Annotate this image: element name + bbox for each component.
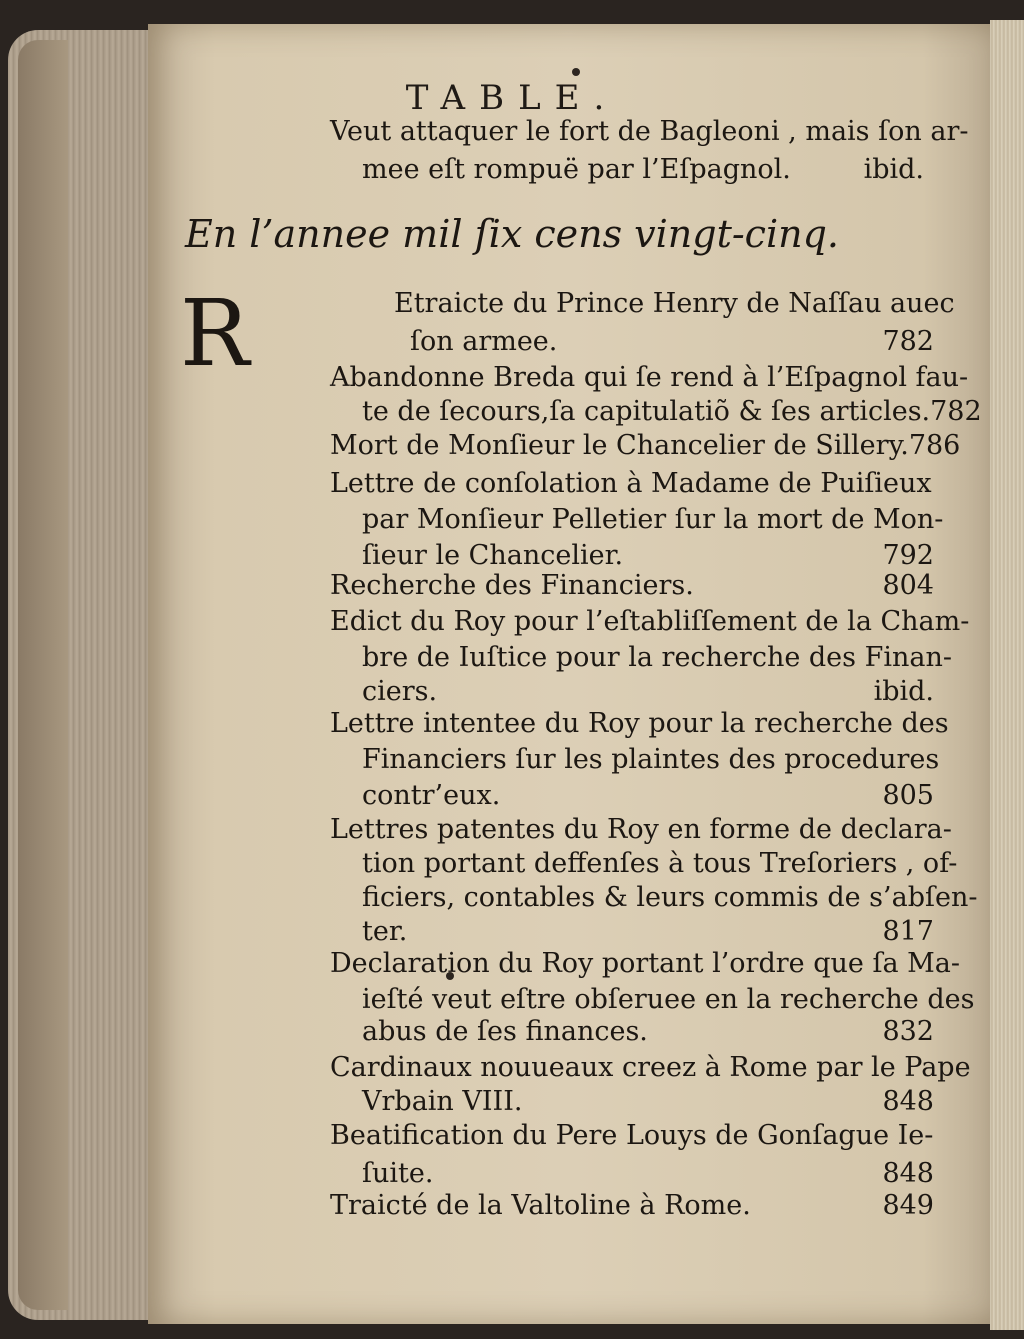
entry-text: Lettre de conſolation à Madame de Puiſieux xyxy=(330,468,932,499)
list-item xyxy=(362,742,954,778)
entry-page-number: 792 xyxy=(882,540,934,571)
entry-text: contr’eux. xyxy=(362,780,501,811)
entry-text: ſieur le Chancelier. xyxy=(362,540,624,571)
list-item xyxy=(330,604,970,640)
entry-text: Vrbain VIII. xyxy=(362,1086,523,1117)
entry-text: par Monſieur Pelletier ſur la mort de Mon- xyxy=(362,504,944,535)
list-item xyxy=(362,502,954,538)
entry-text: Mort de Monſieur le Chancelier de Sillery.786 xyxy=(330,430,961,461)
list-item xyxy=(330,946,960,982)
page-header: TABLE. xyxy=(405,78,619,118)
entry-text: Cardinaux nouueaux creez à Rome par le Pape xyxy=(330,1052,971,1083)
list-item xyxy=(330,1118,954,1154)
entry-text: Beatification du Pere Louys de Gonſague Ie- xyxy=(330,1120,934,1151)
list-item xyxy=(330,812,954,848)
entry-page-number: ibid. xyxy=(873,676,934,707)
entry-text: Abandonne Breda qui ſe rend à l’Eſpagnol fau- xyxy=(330,362,969,393)
list-item xyxy=(330,1188,954,1224)
list-item xyxy=(330,706,954,742)
list-item xyxy=(330,360,969,396)
entry-text: ter. xyxy=(362,916,408,947)
list-item xyxy=(362,846,958,882)
entry-page-number: 782 xyxy=(882,326,934,357)
list-item xyxy=(362,674,954,710)
list-item xyxy=(330,428,961,464)
list-item xyxy=(394,286,954,322)
entry-text: ieſté veut eſtre obſeruee en la recherche des xyxy=(362,984,975,1015)
entry-page-number: 832 xyxy=(882,1016,934,1047)
entry-text: Financiers ſur les plaintes des procedures xyxy=(362,744,940,775)
list-item xyxy=(362,914,954,950)
entry-page-number: 817 xyxy=(882,916,934,947)
entry-page-number: 804 xyxy=(882,570,934,601)
entry-text: Etraicte du Prince Henry de Naſſau auec xyxy=(394,288,955,319)
intro-line-2: mee eſt rompuë par l’Eſpagnol. ibid. xyxy=(362,154,924,185)
entry-text: te de ſecours,ſa capitulatiõ & ſes articles.782 xyxy=(362,396,982,427)
list-item xyxy=(362,982,975,1018)
entry-text: abus de ſes finances. xyxy=(362,1016,648,1047)
list-item xyxy=(362,1156,954,1192)
entry-text: tion portant deffenſes à tous Treſoriers , of- xyxy=(362,848,958,879)
entry-text: bre de Iuſtice pour la recherche des Finan- xyxy=(362,642,952,673)
list-item xyxy=(362,394,982,430)
list-item xyxy=(362,880,978,916)
entry-text: Recherche des Financiers. xyxy=(330,570,694,601)
entry-page-number: 805 xyxy=(882,780,934,811)
list-item xyxy=(410,324,954,360)
list-item xyxy=(362,640,954,676)
intro-line-1: Veut attaquer le fort de Bagleoni , mais ſon ar- xyxy=(330,116,969,147)
list-item xyxy=(330,568,954,604)
entry-text: Edict du Roy pour l’eſtabliſſement de la Cham- xyxy=(330,606,970,637)
entry-page-number: 849 xyxy=(882,1190,934,1221)
entry-text: Declaration du Roy portant l’ordre que ſa Ma- xyxy=(330,948,960,979)
section-title: En l’annee mil ſix cens vingt-cinq. xyxy=(185,212,839,256)
entry-text: Lettres patentes du Roy en forme de declara- xyxy=(330,814,952,845)
list-item xyxy=(362,1014,954,1050)
list-item xyxy=(330,466,954,502)
drop-capital: R xyxy=(180,280,250,387)
entry-text: ſuite. xyxy=(362,1158,434,1189)
list-item xyxy=(362,778,954,814)
entry-text: ficiers, contables & leurs commis de s’abſen- xyxy=(362,882,978,913)
entry-page-number: 848 xyxy=(882,1086,934,1117)
entry-text: ſon armee. xyxy=(410,326,558,357)
entry-text: Lettre intentee du Roy pour la recherche des xyxy=(330,708,949,739)
list-item xyxy=(362,1084,954,1120)
list-item xyxy=(330,1050,971,1086)
printer-mark-top xyxy=(572,68,580,76)
entry-text: ciers. xyxy=(362,676,438,707)
entry-page-number: 848 xyxy=(882,1158,934,1189)
entry-text: Traicté de la Valtoline à Rome. xyxy=(330,1190,751,1221)
